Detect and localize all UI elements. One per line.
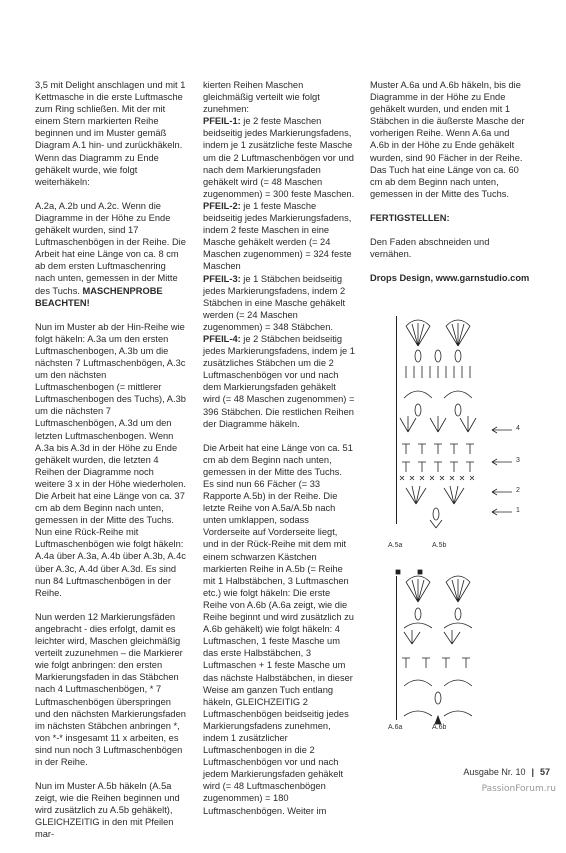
arrow-number: 4 xyxy=(516,425,520,432)
diagram-label-a6b: A.6b xyxy=(432,724,447,731)
arrow-step-1 xyxy=(203,115,355,200)
paragraph: Den Faden abschneiden und vernähen. xyxy=(370,237,490,260)
arrow-step-text: je 1 feste Masche beidseitig jedes Markierungsfadens, indem 2 feste Maschen in eine Masche gehäkelt werden (= 24 Maschen zugenommen) = 324 feste Maschen xyxy=(203,200,352,272)
arrow-step-label: PFEIL-1: xyxy=(203,116,241,127)
text-column-3 xyxy=(370,79,530,296)
paragraph: 3,5 mit Delight anschlagen und mit 1 Kettmasche in die erste Luftmasche zum Ring schließen. Mit der mit einem Stern markierten Reihe beginnen und im Muster gemäß Diagram A.1 hin- und zurückhäkeln. Wenn das Diagramm zu Ende gehäkelt wurde, wie folgt weiterhäkeln: xyxy=(35,80,186,187)
page-footer xyxy=(440,767,550,777)
section-heading: FERTIGSTELLEN: xyxy=(370,212,450,223)
paragraph-text: A.2a, A.2b und A.2c. Wenn die Diagramme in der Höhe zu Ende gehäkelt wurden, sind 17 Luftmaschenbögen in der Reihe. Die Arbeit hat eine Länge von ca. 8 cm ab dem ersten Luftmaschenring nach unten, gemessen in der Mitte des Tuchs. xyxy=(35,200,186,296)
arrow-step-label: PFEIL-3: xyxy=(203,273,241,284)
watermark: PassionForum.ru xyxy=(481,784,556,794)
diagram-label-a6a: A.6a xyxy=(388,724,403,731)
arrow-step-label: PFEIL-4: xyxy=(203,333,241,344)
paragraph: Muster A.6a und A.6b häkeln, bis die Diagramme in der Höhe zu Ende gehäkelt wurden, und enden mit 1 Stäbchen in die äußerste Masche der vorherigen Reihe. Wenn A.6a und A.6b in der Höhe zu Ende gehäkelt wurden, sind 90 Fächer in der Reihe. Das Tuch hat eine Länge von ca. 60 cm ab dem Beginn nach unten, gemessen in der Mitte des Tuchs. xyxy=(370,80,525,199)
arrow-step-label: PFEIL-2: xyxy=(203,200,241,211)
diagram-label-a5a: A.5a xyxy=(388,542,403,549)
paragraph: Nun werden 12 Markierungsfäden angebracht - dies erfolgt, damit es leichter wird, Maschen gleichmäßig verteilt zuzunehmen – die Markierer wie folgt anbringen: den ersten Markierungsfaden in das Stäbchen nach 4 Luftmaschenbögen, * 7 Luftmaschenbögen überspringen und den nächsten Markierungsfaden im nächsten Stäbchen anbringen *, von *-* insgesamt 11 x arbeiten, es sind nun noch 3 Luftmaschenbögen in der Reihe. xyxy=(35,611,186,767)
issue-label: Ausgabe Nr. 10 xyxy=(463,767,526,777)
arrow-step-3 xyxy=(203,273,355,333)
paragraph: Nun im Muster A.5b häkeln (A.5a zeigt, wie die Reihen beginnen und wird zusätzlich zu A.5b gehäkelt), GLEICHZEITIG in den mit Pfeilen mar- xyxy=(35,781,180,840)
arrow-step-4 xyxy=(203,333,355,430)
design-credit: Drops Design, www.garnstudio.com xyxy=(370,273,530,284)
gauge-warning: MASCHENPROBE BEACHTEN! xyxy=(35,285,163,308)
diagram-label-a5b: A.5b xyxy=(432,542,447,549)
arrow-number: 2 xyxy=(516,487,520,494)
arrow-step-text: je 1 Stäbchen beidseitig jedes Markierungsfadens, indem 2 Stäbchen in eine Masche gehäkelt werden (= 24 Maschen zugenommen) = 348 Stäbchen. xyxy=(203,273,346,332)
paragraph: Nun im Muster ab der Hin-Reihe wie folgt häkeln: A.3a um den ersten Luftmaschenbogen, A.3b um die nächsten 7 Luftmaschenbögen, A.3c um den nächsten Luftmaschenbogen (= mittlerer Luftmaschenbogen des Tuchs), A.3b um die nächsten 7 Luftmaschenbögen, A.3d um den letzten Luftmaschenbogen. Wenn A.3a bis A.3d in der Höhe zu Ende gehäkelt wurden, die letzten 4 Reihen der Diagramme noch weitere 3 x in der Höhe wiederholen. Die Arbeit hat eine Länge von ca. 37 cm ab dem Beginn nach unten, gemessen in der Mitte des Tuchs. Nun eine Rück-Reihe mit Luftmaschenbögen wie folgt häkeln: A.4a über A.3a, A.4b über A.3b, A.4c über A.3c, A.4d über A.3d. Es sind nun 84 Luftmaschenbögen in der Reihe. xyxy=(35,321,186,598)
crochet-diagram-a5 xyxy=(388,314,538,554)
arrow-step-2 xyxy=(203,200,355,273)
text-column-1 xyxy=(35,79,186,853)
text-column-2 xyxy=(203,79,355,829)
page-number: 57 xyxy=(539,767,550,777)
paragraph xyxy=(35,200,186,309)
diagram-a5-graphic xyxy=(388,314,538,554)
arrow-number: 3 xyxy=(516,457,520,464)
paragraph: kierten Reihen Maschen gleichmäßig verteilt wie folgt zunehmen: xyxy=(203,80,320,115)
paragraph: Die Arbeit hat eine Länge von ca. 51 cm ab dem Beginn nach unten, gemessen in der Mitte des Tuchs. Es sind nun 66 Fächer (= 33 Rapporte A.5b) in der Reihe. Die letzte Reihe von A.5a/A.5b nach unten umklappen, sodass Vorderseite auf Vorderseite liegt, und in der Rück-Reihe mit dem mit einem schwarzen Kästchen markierten Reihe in A.5b (= Reihe mit 1 Halbstäbchen, 3 Luftmaschen etc.) wie folgt häkeln: Die erste Reihe von A.6b (A.6a zeigt, wie die Reihe beginnt und wird zusätzlich zu A.6b gehäkelt) wie folgt häkeln: 4 Luftmaschen, 1 feste Masche um das erste Halbstäbchen, 3 Luftmaschen + 1 feste Masche um das nächste Halbstäbchen, in dieser Weise am ganzen Tuch entlang häkeln, GLEICHZEITIG 2 Luftmaschenbögen beidseitig jedes Markierungsfadens zunehmen, indem 1 zusätzlicher Luftmaschenbogen in die 2 Luftmaschenbögen vor und nach jedem Markierungsfaden gehäkelt wird (= 48 Luftmaschenbögen zugenommen) = 180 Luftmaschenbögen. Weiter im xyxy=(203,442,354,816)
arrow-number: 1 xyxy=(516,507,520,514)
crochet-diagram-a6 xyxy=(388,566,538,736)
footer-separator: | xyxy=(531,767,534,777)
arrow-step-text: je 2 feste Maschen beidseitig jedes Markierungsfadens, indem je 1 zusätzliche feste Masche um die 2 Luftmaschenbögen vor und nach dem Markierungsfaden gehäkelt wird (= 48 Maschen zugenommen) = 300 feste Maschen. xyxy=(203,116,355,199)
diagram-a6-graphic xyxy=(388,566,538,736)
arrow-step-text: je 2 Stäbchen beidseitig jedes Markierungsfadens, indem je 1 zusätzliches Stäbchen um die 2 Luftmaschenbögen vor und nach dem Markierungsfaden gehäkelt wird (= 48 Maschen zugenommen) = 396 Stäbchen. Die restlichen Reihen der Diagramme häkeln. xyxy=(203,333,355,429)
